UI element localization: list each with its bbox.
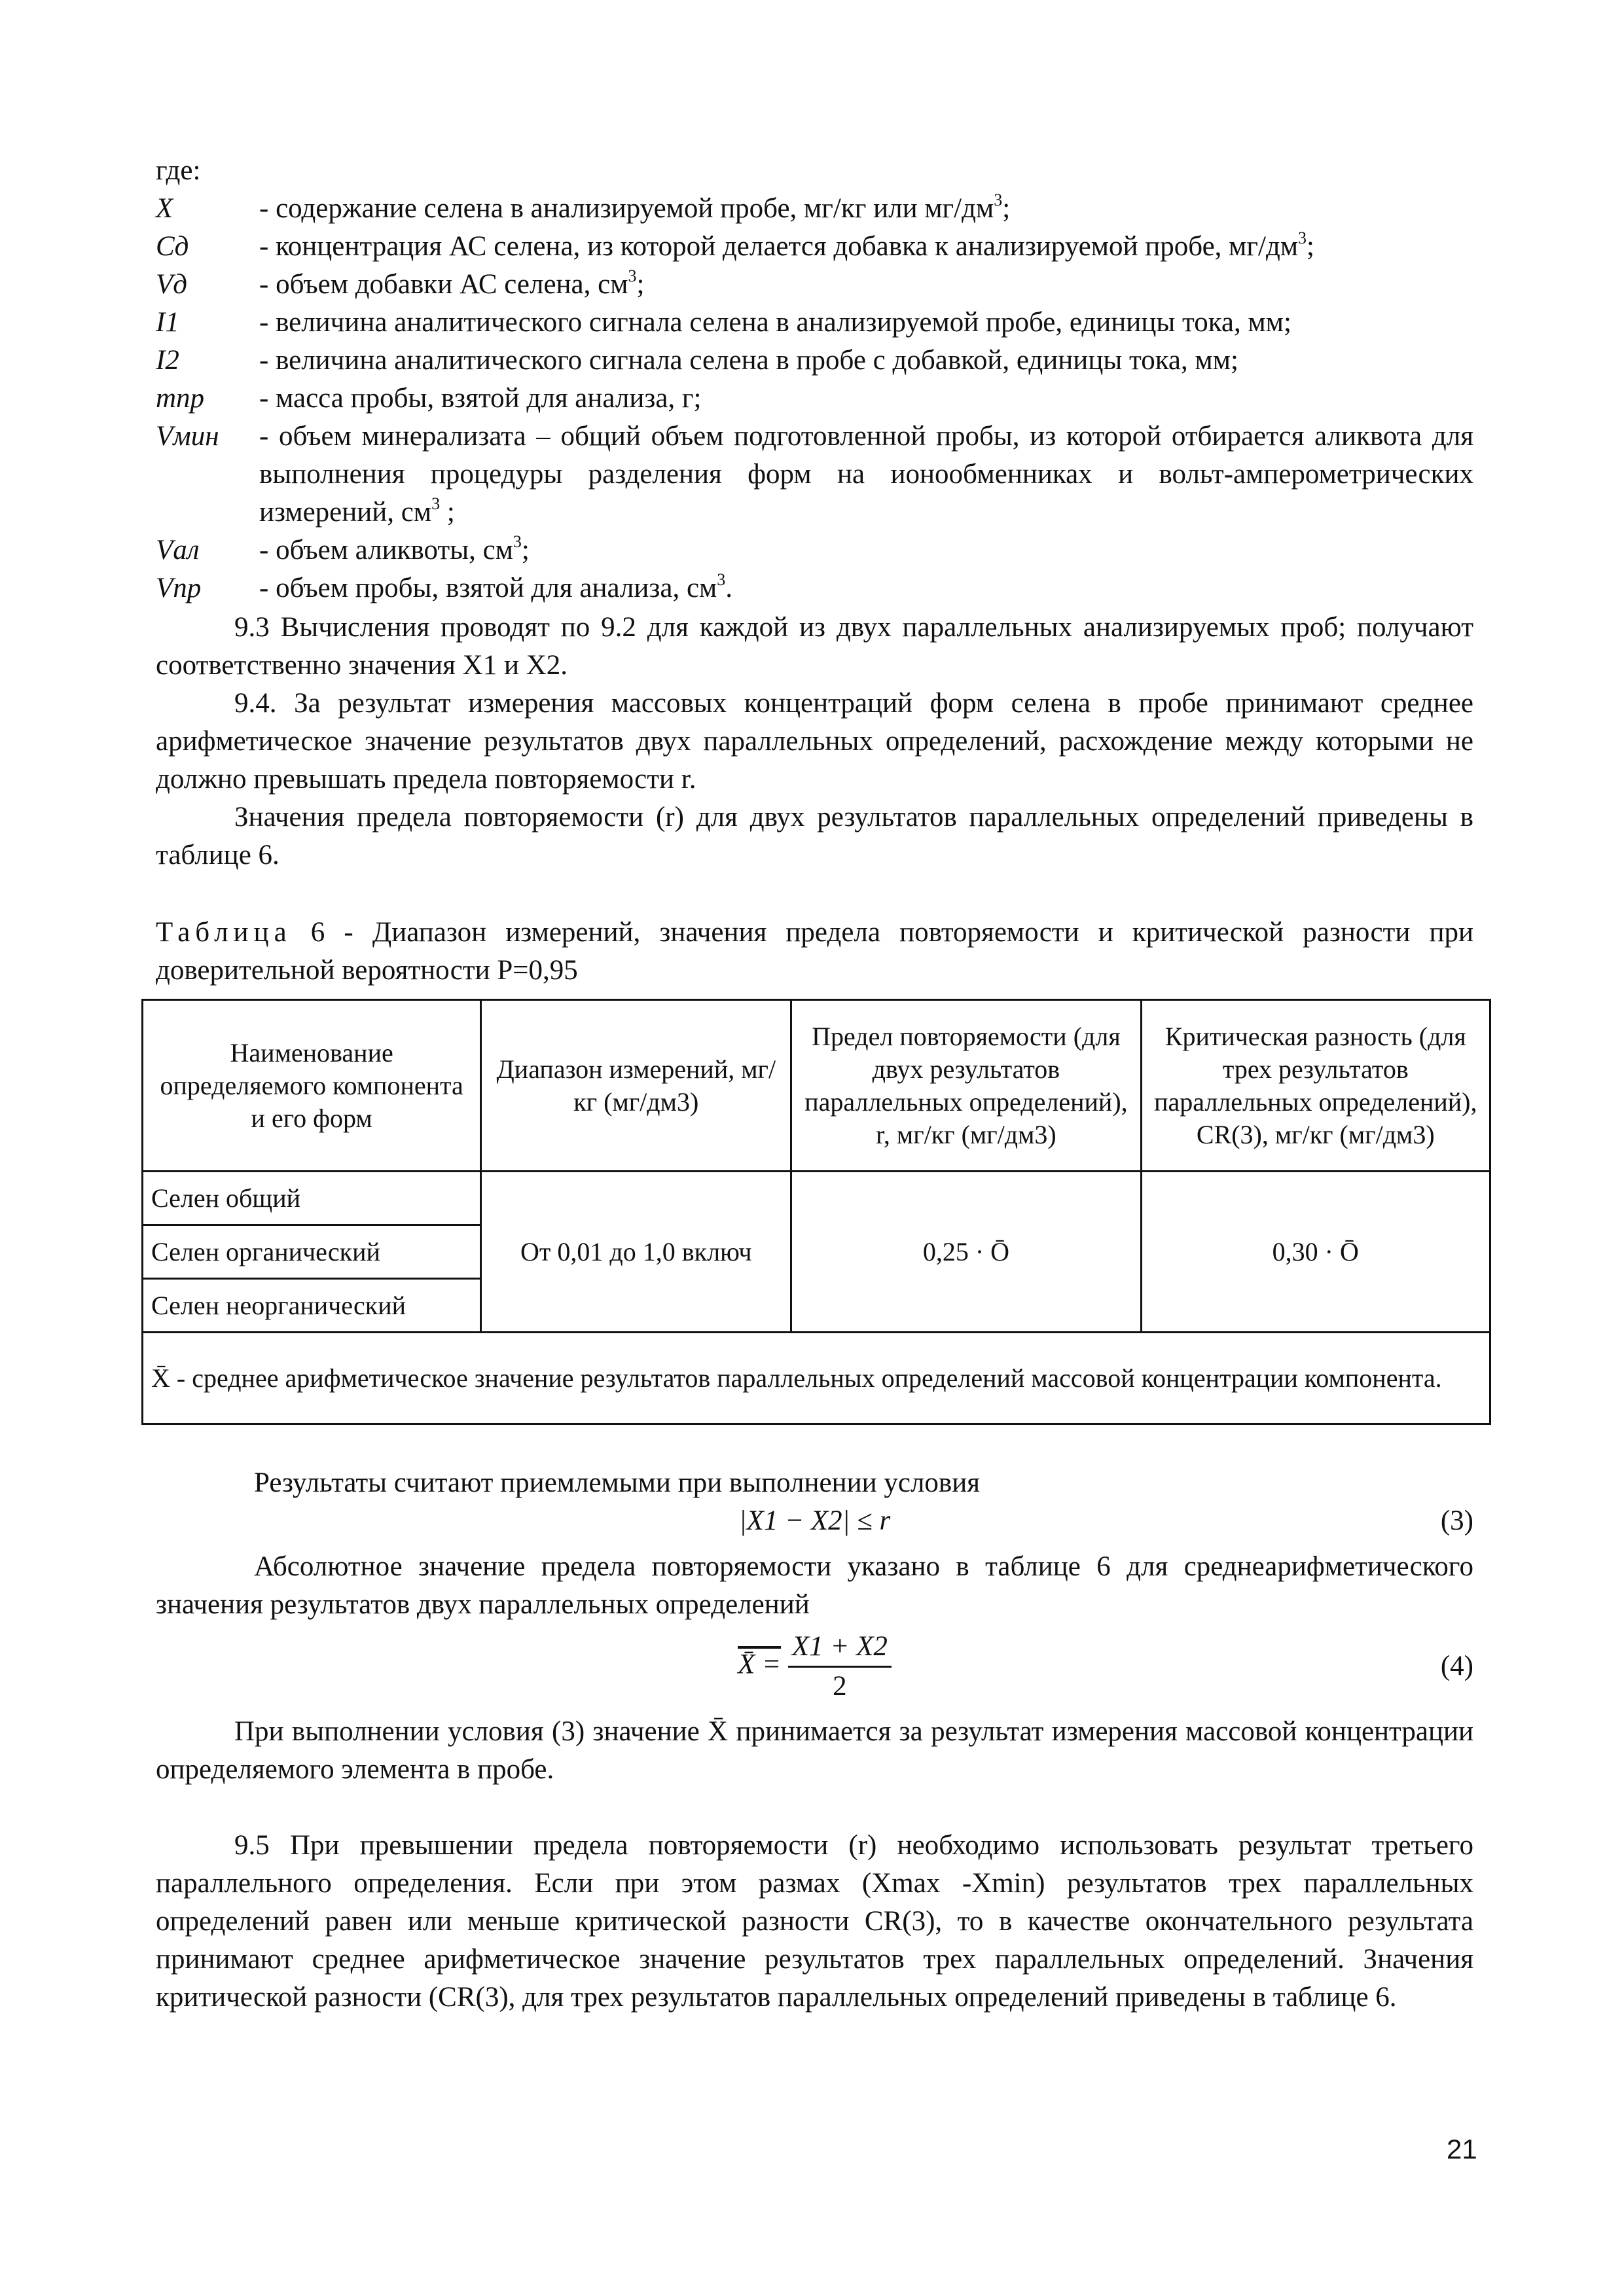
definition-description: - величина аналитического сигнала селена в пробе с добавкой, единицы тока, мм;	[259, 345, 1238, 376]
header-critical-difference: Критическая разность (для трех результатов параллельных определений), CR(3), мг/кг (мг/дм3)	[1141, 1000, 1490, 1172]
page-body	[151, 152, 1477, 2017]
definition-superscript: 3	[994, 190, 1003, 209]
definition-row	[156, 190, 1473, 228]
definition-description: - объем аликвоты, см	[259, 535, 513, 565]
paragraph-condition: При выполнении условия (3) значение X̄ принимается за результат измерения массовой концентрации определяемого элемента в пробе.	[156, 1716, 1473, 1785]
definition-symbol: Vпр	[156, 573, 202, 603]
cell-range: От 0,01 до 1,0 включ	[481, 1172, 791, 1333]
definition-description: - объем добавки АС селена, см	[259, 269, 628, 300]
definition-tail: .	[725, 573, 733, 603]
definition-text	[247, 380, 1473, 418]
definition-symbol: X	[156, 193, 173, 224]
formula-4-numerator: X1 + X2	[788, 1628, 892, 1668]
definition-text	[247, 531, 1473, 569]
definition-text	[247, 342, 1473, 380]
paragraph-accept: Результаты считают приемлемыми при выполнении условия	[254, 1467, 980, 1498]
definition-tail: ;	[1307, 231, 1314, 262]
formula-4-lhs: X̄ =	[738, 1649, 782, 1680]
definition-row	[156, 266, 1473, 304]
definition-superscript: 3	[431, 494, 441, 513]
definition-description: - объем пробы, взятой для анализа, см	[259, 573, 717, 603]
row-selenium-total: Селен общий	[143, 1172, 481, 1225]
definition-row	[156, 342, 1473, 380]
definition-description: - величина аналитического сигнала селена в анализируемой пробе, единицы тока, мм;	[259, 307, 1291, 338]
row-selenium-organic: Селен органический	[143, 1225, 481, 1279]
definition-superscript: 3	[717, 570, 726, 589]
table-caption-text: 6 - Диапазон измерений, значения предела повторяемости и критической разности при доверительной вероятности P=0,95	[156, 917, 1473, 986]
definition-text	[247, 228, 1473, 266]
definition-tail: ;	[521, 535, 530, 565]
definition-row	[156, 380, 1473, 418]
definition-superscript: 3	[1298, 228, 1307, 247]
definition-symbol: I1	[156, 307, 179, 338]
table-6	[141, 999, 1491, 1425]
page-number: 21	[1447, 2134, 1477, 2164]
intro-label: где:	[156, 155, 201, 186]
formula-3	[156, 1502, 1473, 1548]
definition-row	[156, 531, 1473, 569]
definition-symbol: mпр	[156, 383, 205, 414]
table-note: X̄ - среднее арифметическое значение результатов параллельных определений массовой концентрации компонента.	[143, 1333, 1490, 1424]
definition-symbol: Vал	[156, 535, 200, 565]
formula-3-number: (3)	[1440, 1505, 1473, 1536]
definition-description: - объем минерализата – общий объем подготовленной пробы, из которой отбирается аликвота для выполнения процедуры разделения форм на ионообменниках и вольт-амперометрических измерений, см	[259, 421, 1473, 528]
formula-4-denominator: 2	[833, 1671, 847, 1702]
definitions-list	[156, 190, 1473, 607]
definition-text	[247, 418, 1473, 531]
definition-row	[156, 418, 1473, 531]
definition-text	[247, 304, 1473, 342]
formula-4-fraction	[788, 1628, 892, 1706]
paragraph-9-3: 9.3 Вычисления проводят по 9.2 для каждой из двух параллельных анализируемых проб; получают соответственно значения X1 и X2.	[156, 612, 1473, 681]
header-range: Диапазон измерений, мг/кг (мг/дм3)	[481, 1000, 791, 1172]
definition-tail: ;	[1002, 193, 1011, 224]
cell-repeatability	[791, 1172, 1141, 1333]
critical-difference-value: 0,30 · Ō	[1272, 1236, 1359, 1266]
definition-tail: ;	[440, 497, 455, 528]
paragraph-9-5: 9.5 При превышении предела повторяемости (r) необходимо использовать результат третьего параллельного определения. Если при этом размах (Xmax -Xmin) результатов трех параллельных определений равен или меньше критической разности CR(3), то в качестве окончательного результата принимают среднее арифметическое значение результатов трех параллельных определений. Значения критической разности (CR(3), для трех результатов параллельных определений приведены в таблице 6.	[156, 1830, 1473, 2013]
table-caption-label: Таблица	[156, 917, 292, 948]
formula-4-number: (4)	[1440, 1651, 1473, 1681]
definition-description: - концентрация АС селена, из которой делается добавка к анализируемой пробе, мг/дм	[259, 231, 1299, 262]
definition-symbol: Vд	[156, 269, 188, 300]
definition-superscript: 3	[513, 532, 522, 551]
definition-superscript: 3	[628, 266, 637, 285]
definition-text	[247, 266, 1473, 304]
definition-row	[156, 304, 1473, 342]
repeatability-value: 0,25 · Ō	[922, 1236, 1010, 1266]
definition-description: - масса пробы, взятой для анализа, г;	[259, 383, 702, 414]
formula-4	[156, 1628, 1473, 1713]
formula-3-expression: |X1 − X2| ≤ r	[738, 1505, 891, 1536]
definition-symbol: Cд	[156, 231, 189, 262]
definition-tail: ;	[636, 269, 645, 300]
table-caption	[156, 914, 1473, 990]
header-component: Наименование определяемого компонента и его форм	[143, 1000, 481, 1172]
definition-row	[156, 228, 1473, 266]
definition-text	[247, 569, 1473, 607]
definition-text	[247, 190, 1473, 228]
definition-symbol: Vмин	[156, 421, 219, 452]
definition-row	[156, 569, 1473, 607]
row-selenium-inorganic: Селен неорганический	[143, 1279, 481, 1333]
definition-description: - содержание селена в анализируемой пробе, мг/кг или мг/дм	[259, 193, 994, 224]
definition-symbol: I2	[156, 345, 179, 376]
paragraph-abs: Абсолютное значение предела повторяемости указано в таблице 6 для среднеарифметического значения результатов двух параллельных определений	[156, 1551, 1473, 1620]
cell-critical-difference	[1141, 1172, 1490, 1333]
paragraph-9-4: 9.4. За результат измерения массовых концентраций форм селена в пробе принимают среднее арифметическое значение результатов двух параллельных определений, расхождение между которыми не должно превышать предела повторяемости r.	[156, 688, 1473, 795]
header-repeatability: Предел повторяемости (для двух результатов параллельных определений), r, мг/кг (мг/дм3)	[791, 1000, 1141, 1172]
paragraph-limit: Значения предела повторяемости (r) для двух результатов параллельных определений приведены в таблице 6.	[156, 802, 1473, 870]
